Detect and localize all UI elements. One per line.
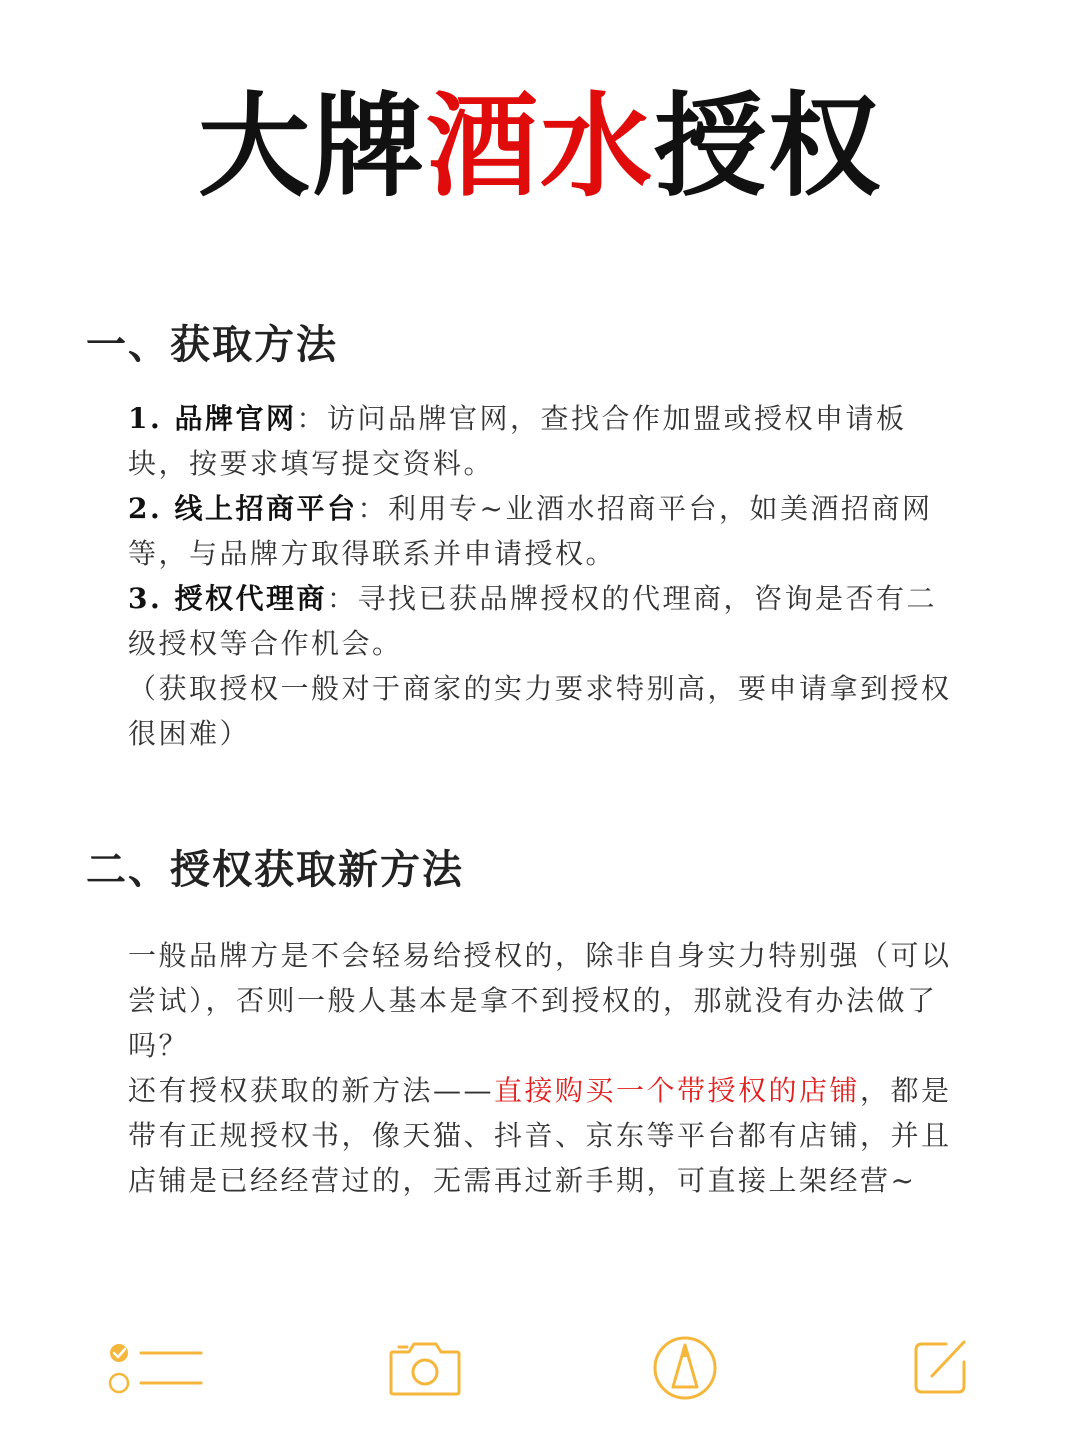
bottom-toolbar bbox=[0, 1318, 1080, 1418]
para-2-prefix: 还有授权获取的新方法—— bbox=[128, 1074, 495, 1107]
title-part-2-highlight: 酒水 bbox=[426, 81, 654, 212]
checklist-icon bbox=[105, 1333, 205, 1403]
camera-button[interactable] bbox=[380, 1318, 470, 1418]
section-2-paragraph-2 bbox=[128, 1068, 953, 1203]
section-2-body bbox=[128, 933, 953, 1203]
list-item-label: 2. 线上招商平台 bbox=[128, 492, 358, 525]
section-1-note: （获取授权一般对于商家的实力要求特别高，要申请拿到授权很困难） bbox=[128, 672, 952, 750]
title-part-1: 大牌 bbox=[198, 81, 426, 212]
list-item-text: ：寻找已获品牌授权的代理商，咨询是否有二级授权等合作机会。 bbox=[128, 582, 937, 660]
list-item bbox=[128, 576, 953, 666]
checklist-button[interactable] bbox=[100, 1318, 210, 1418]
list-item-label: 1. 品牌官网 bbox=[128, 402, 297, 435]
compose-button[interactable] bbox=[900, 1318, 980, 1418]
section-1-body bbox=[128, 396, 953, 756]
section-2-paragraph-1: 一般品牌方是不会轻易给授权的，除非自身实力特别强（可以尝试），否则一般人基本是拿不到授权的，那就没有办法做了吗？ bbox=[128, 939, 952, 1062]
compose-icon bbox=[910, 1338, 970, 1398]
camera-icon bbox=[387, 1338, 463, 1398]
markup-icon bbox=[652, 1335, 718, 1401]
list-item-text: ：访问品牌官网，查找合作加盟或授权申请板块，按要求填写提交资料。 bbox=[128, 402, 907, 480]
page-title bbox=[0, 82, 1080, 212]
section-1-heading: 一、获取方法 bbox=[86, 321, 338, 368]
section-2-heading: 二、授权获取新方法 bbox=[86, 846, 464, 893]
list-item bbox=[128, 396, 953, 486]
title-part-3: 授权 bbox=[654, 81, 882, 212]
para-2-suffix: ，都是带有正规授权书，像天猫、抖音、京东等平台都有店铺，并且店铺是已经经营过的，无需再过新手期，可直接上架经营~ bbox=[128, 1074, 952, 1197]
list-item-label: 3. 授权代理商 bbox=[128, 582, 327, 615]
markup-button[interactable] bbox=[640, 1318, 730, 1418]
list-item-text: ：利用专~业酒水招商平台，如美酒招商网等，与品牌方取得联系并申请授权。 bbox=[128, 492, 933, 570]
list-item bbox=[128, 486, 953, 576]
para-2-highlight: 直接购买一个带授权的店铺 bbox=[494, 1074, 861, 1107]
